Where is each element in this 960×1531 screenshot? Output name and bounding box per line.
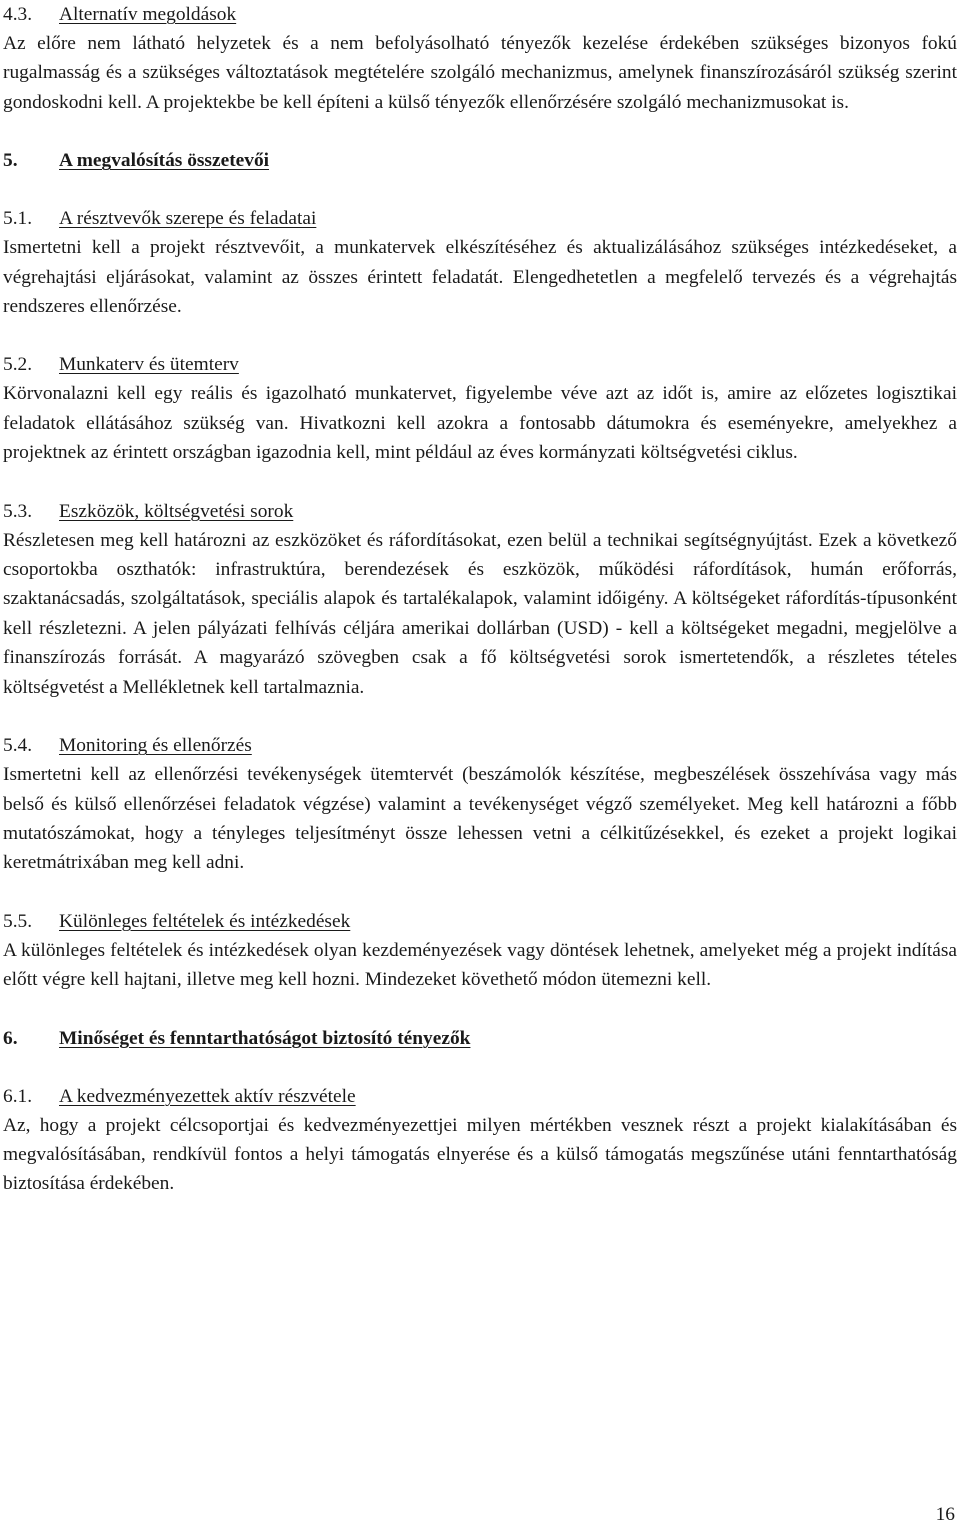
section-paragraph: Ismertetni kell a projekt résztvevőit, a munkatervek elkészítéséhez és aktualizálásához szükséges intézkedéseket, a végrehajtási eljárásokat, valamint az összes érintett feladatát. Elengedhetetlen a megfelelő tervezés és a végrehajtás rendszeres ellenőrzése. <box>3 237 957 318</box>
section-heading <box>3 497 957 526</box>
section-title: Munkaterv és ütemterv <box>59 354 239 376</box>
section-title: Alternatív megoldások <box>59 4 237 25</box>
section-number: 5.5. <box>3 910 33 932</box>
section-title: Különleges feltételek és intézkedések <box>59 910 351 932</box>
section-number: 5.4. <box>3 735 33 757</box>
chapter-title: A megvalósítás összetevői <box>59 150 270 172</box>
section-paragraph: Az előre nem látható helyzetek és a nem befolyásolható tényezők kezelése érdekében szükséges bizonyos fokú rugalmasság és a szükséges változtatások megtételére szolgáló mechanizmus, amelynek finanszírozásáról szükség szerint gondoskodni kell. A projektekbe be kell építeni a külső tényezők ellenőrzésére szolgáló mechanizmusokat is. <box>3 33 957 113</box>
section-heading <box>3 1082 957 1111</box>
section-title: A résztvevők szerepe és feladatai <box>59 208 317 230</box>
section-paragraph: A különleges feltételek és intézkedések olyan kezdeményezések vagy döntések lehetnek, amelyeket még a projekt indítása előtt végre kell hajtani, illetve meg kell hozni. Mindezeket követhető módon ütemezni kell. <box>3 939 957 991</box>
page-number: 16 <box>935 1504 955 1525</box>
chapter-number: 5. <box>3 150 18 172</box>
section-paragraph: Ismertetni kell az ellenőrzési tevékenységek ütemtervét (beszámolók készítése, megbeszélések összehívása vagy más belső és külső ellenőrzései feladatok végzése) valamint a tevékenységet végző személyeket. Meg kell határozni a főbb mutatószámokat, hogy a tényleges teljesítményt össze lehessen vetni a célkitűzésekkel, és ezeket a projekt logikai keretmátrixában meg kell adni. <box>3 764 957 874</box>
section-paragraph: Az, hogy a projekt célcsoportjai és kedvezményezettjei milyen mértékben vesznek részt a projekt kialakításában és megvalósításában, rendkívül fontos a helyi támogatás elnyerése és a külső támogatás megszűnése utáni fenntarthatóság biztosítása érdekében. <box>3 1114 957 1195</box>
section-paragraph: Körvonalazni kell egy reális és igazolható munkatervet, figyelembe véve azt az időt is, amire az előzetes logisztikai feladatok ellátásához szükség van. Hivatkozni kell azokra a fontosabb dátumokra és eseményekre, amelyekhez a projektnek az érintett országban igazodnia kell, mint például az éves kormányzati költségvetési ciklus. <box>3 383 957 464</box>
section-number: 6.1. <box>3 1085 33 1107</box>
chapter-number: 6. <box>3 1027 18 1049</box>
section-number: 5.3. <box>3 500 33 522</box>
section-heading <box>3 350 957 379</box>
section-paragraph: Részletesen meg kell határozni az eszközöket és ráfordításokat, ezen belül a technikai segítségnyújtást. Ezek a következő csoportokba oszthatók: infrastruktúra, berendezések és eszközök, működési ráfordítások, humán erőforrás, szaktanácsadás, szolgáltatások, speciális alapok és tartalékalapok, valamint időigény. A költségeket ráfordítás-típusonként kell részletezni. A jelen pályázati felhívás céljára amerikai dollárban (USD) - kell a költségeket megadni, megjelölve a finanszírozás forrását. A magyarázó szövegben csak a fő költségvetési sorok ismertetendők, a részletes tételes költségvetést a Mellékletnek kell tartalmaznia. <box>3 529 957 698</box>
section-number: 5.1. <box>3 208 33 230</box>
section-heading <box>3 907 957 936</box>
section-title: A kedvezményezettek aktív részvétele <box>59 1085 356 1107</box>
chapter-heading <box>3 146 957 175</box>
section-heading <box>3 731 957 760</box>
section-heading <box>3 0 957 29</box>
chapter-title: Minőséget és fenntarthatóságot biztosító tényezők <box>59 1027 471 1049</box>
section-title: Eszközök, költségvetési sorok <box>59 500 294 522</box>
section-title: Monitoring és ellenőrzés <box>59 735 252 757</box>
chapter-heading <box>3 1024 957 1053</box>
section-number: 5.2. <box>3 354 33 376</box>
section-number: 4.3. <box>3 4 33 25</box>
section-heading <box>3 204 957 233</box>
